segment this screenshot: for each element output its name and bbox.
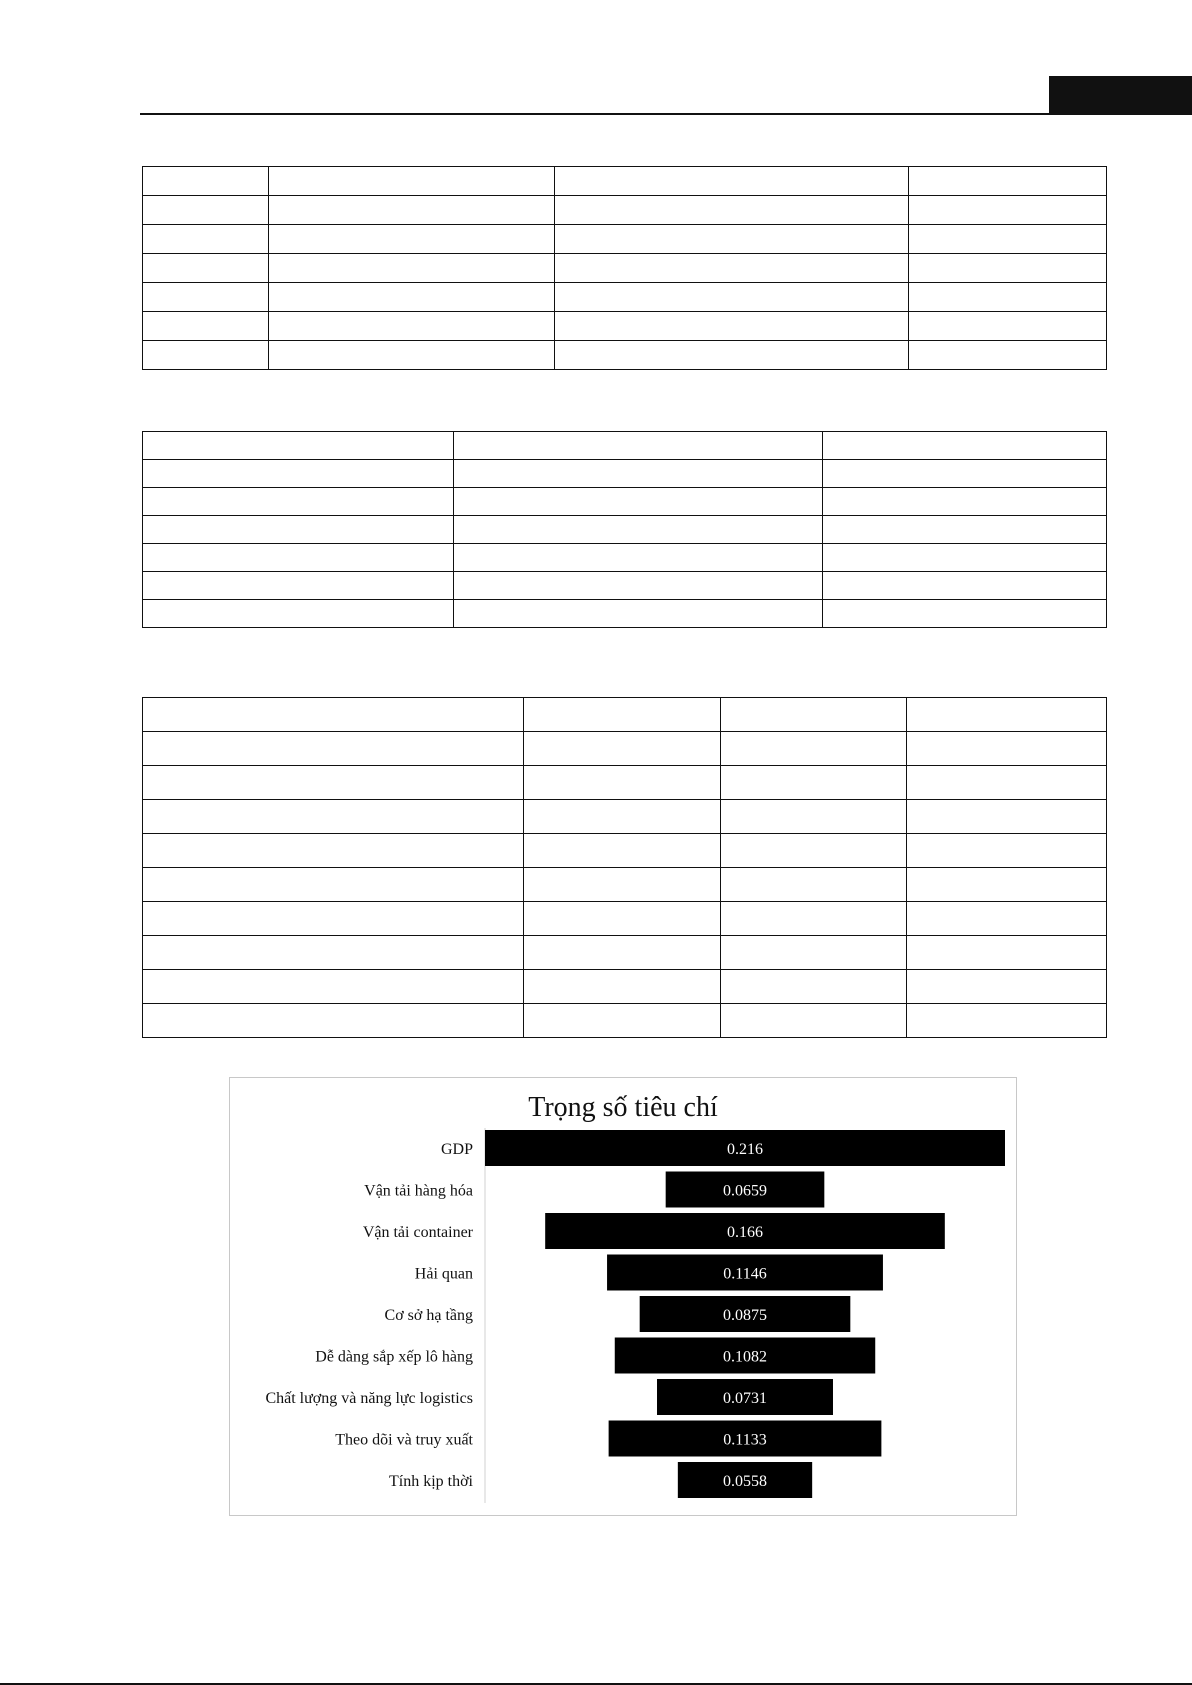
table-row xyxy=(143,488,1107,516)
table-row xyxy=(143,432,1107,460)
data-label-0: 0.216 xyxy=(727,1141,763,1158)
table-row xyxy=(143,312,1107,341)
table-row xyxy=(143,600,1107,628)
chart-frame xyxy=(229,1077,1017,1516)
table-row xyxy=(143,732,1107,766)
table-row xyxy=(143,196,1107,225)
table-row xyxy=(143,460,1107,488)
table-row xyxy=(143,225,1107,254)
table-row xyxy=(143,341,1107,370)
funnel-chart xyxy=(230,1078,1015,1514)
data-label-7: 0.1133 xyxy=(723,1431,767,1449)
data-label-6: 0.0731 xyxy=(723,1390,767,1407)
table-row xyxy=(143,254,1107,283)
data-label-5: 0.1082 xyxy=(723,1348,767,1366)
chart-title: Trọng số tiêu chí xyxy=(528,1092,718,1123)
category-label-2: Vận tải container xyxy=(362,1224,473,1241)
table-row xyxy=(143,544,1107,572)
table-1 xyxy=(142,166,1107,370)
table-row xyxy=(143,936,1107,970)
table-row xyxy=(143,516,1107,544)
table-row xyxy=(143,167,1107,196)
table-row xyxy=(143,970,1107,1004)
table-row xyxy=(143,698,1107,732)
table-row xyxy=(143,800,1107,834)
table-row xyxy=(143,1004,1107,1038)
data-label-8: 0.0558 xyxy=(723,1473,767,1490)
category-label-4: Cơ sở hạ tầng xyxy=(384,1307,473,1324)
table-2 xyxy=(142,431,1107,628)
category-label-7: Theo dõi và truy xuất xyxy=(335,1431,473,1449)
data-label-3: 0.1146 xyxy=(723,1265,767,1283)
header-tab xyxy=(1049,76,1192,115)
category-label-8: Tính kịp thời xyxy=(388,1473,473,1490)
data-label-1: 0.0659 xyxy=(723,1182,767,1200)
table-row xyxy=(143,868,1107,902)
table-row xyxy=(143,902,1107,936)
table-row xyxy=(143,283,1107,312)
table-row xyxy=(143,834,1107,868)
category-label-6: Chất lượng và năng lực logistics xyxy=(265,1390,473,1407)
table-row xyxy=(143,572,1107,600)
table-row xyxy=(143,766,1107,800)
data-label-2: 0.166 xyxy=(727,1224,763,1241)
data-label-4: 0.0875 xyxy=(723,1307,767,1324)
table-3 xyxy=(142,697,1107,1038)
category-label-3: Hải quan xyxy=(414,1265,473,1283)
header-rule xyxy=(140,113,1093,115)
category-label-1: Vận tải hàng hóa xyxy=(364,1182,473,1200)
category-label-0: GDP xyxy=(440,1141,473,1158)
category-label-5: Dễ dàng sắp xếp lô hàng xyxy=(315,1348,473,1366)
